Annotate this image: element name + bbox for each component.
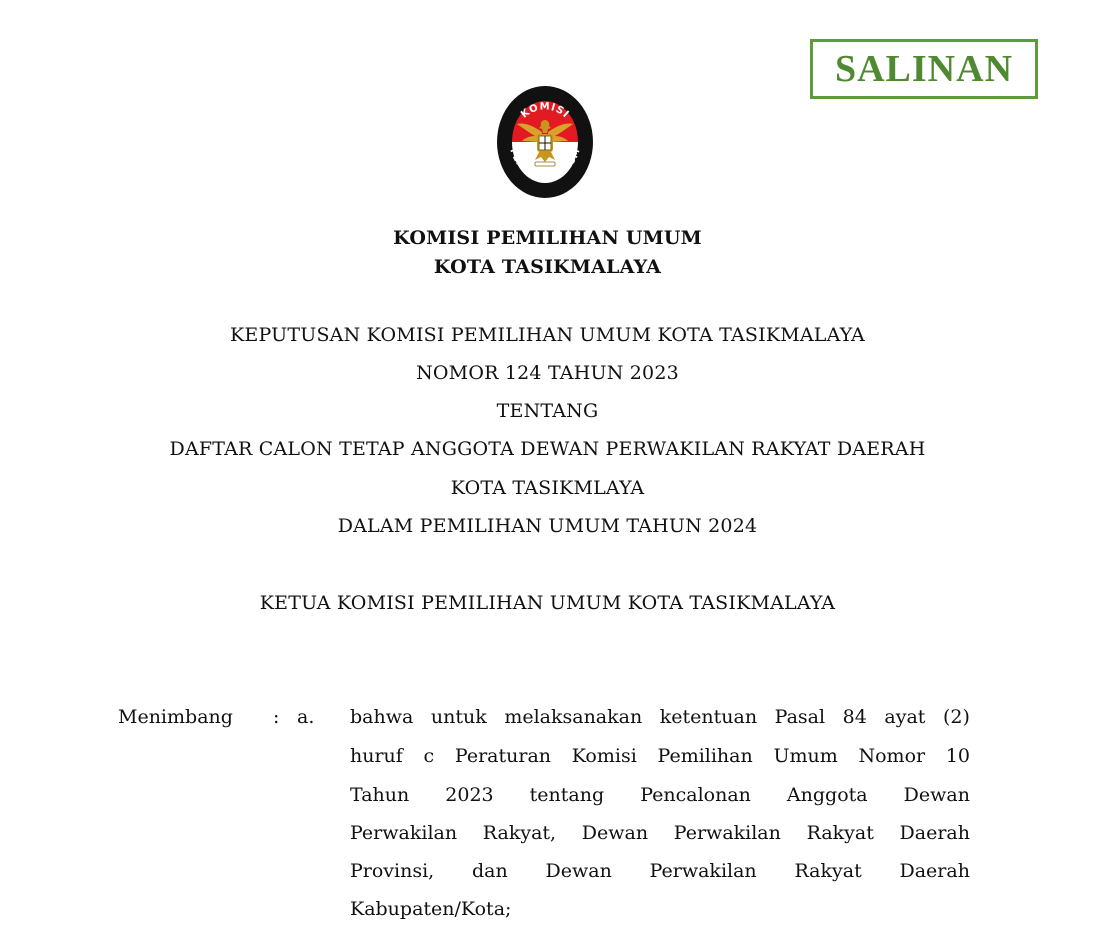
- word: dan: [472, 860, 508, 882]
- word: Pemilihan: [657, 745, 753, 767]
- word: Peraturan: [454, 745, 552, 767]
- word: Nomor: [858, 745, 926, 767]
- word: Rakyat: [794, 860, 862, 882]
- word: Daerah: [899, 860, 970, 882]
- word: 10: [945, 745, 970, 767]
- title-line-6: DALAM PEMILIHAN UMUM TAHUN 2024: [337, 515, 758, 537]
- word: ketentuan: [659, 706, 758, 728]
- header-line-2: KOTA TASIKMALAYA: [433, 256, 662, 278]
- official-title: KETUA KOMISI PEMILIHAN UMUM KOTA TASIKMALAYA: [259, 592, 836, 614]
- salinan-stamp: SALINAN: [810, 39, 1038, 99]
- word: Pasal: [774, 706, 826, 728]
- word: untuk: [430, 706, 487, 728]
- word: Dewan: [903, 784, 970, 806]
- word: Dewan: [545, 860, 612, 882]
- word: c: [423, 745, 435, 767]
- title-line-2: NOMOR 124 TAHUN 2023: [416, 362, 679, 384]
- menimbang-label: Menimbang: [118, 706, 233, 728]
- word: Perwakilan: [350, 822, 458, 844]
- header-line-1: KOMISI PEMILIHAN UMUM: [393, 227, 702, 249]
- title-line-5: KOTA TASIKMLAYA: [450, 477, 645, 499]
- paragraph-line-1: [350, 706, 970, 728]
- word: 84: [842, 706, 867, 728]
- menimbang-colon: :: [273, 706, 280, 728]
- word: Dewan: [581, 822, 649, 844]
- word: Perwakilan: [649, 860, 757, 882]
- word: Perwakilan: [673, 822, 781, 844]
- paragraph-line-4: [350, 822, 970, 844]
- word: ayat: [884, 706, 926, 728]
- item-letter-a: a.: [297, 706, 315, 728]
- word: Rakyat,: [482, 822, 557, 844]
- paragraph-line-2: [350, 745, 970, 767]
- word: (2): [942, 706, 970, 728]
- word: Umum: [773, 745, 838, 767]
- word: melaksanakan: [504, 706, 643, 728]
- word: Pencalonan: [640, 784, 751, 806]
- title-line-4: DAFTAR CALON TETAP ANGGOTA DEWAN PERWAKILAN RAKYAT DAERAH: [169, 438, 926, 460]
- word: Daerah: [899, 822, 970, 844]
- word: Rakyat: [806, 822, 874, 844]
- word: huruf: [350, 745, 403, 767]
- title-line-3: TENTANG: [496, 400, 599, 422]
- paragraph-line-3: [350, 784, 970, 806]
- paragraph-line-5: [350, 860, 970, 882]
- word: Komisi: [571, 745, 637, 767]
- kpu-logo: [495, 84, 595, 200]
- word: Tahun: [350, 784, 410, 806]
- word: 2023: [445, 784, 494, 806]
- word: Provinsi,: [350, 860, 435, 882]
- word: bahwa: [350, 706, 414, 728]
- word: tentang: [529, 784, 605, 806]
- paragraph-line-6: Kabupaten/Kota;: [350, 898, 512, 920]
- logo-top-text: KOMISI: [519, 101, 572, 121]
- title-line-1: KEPUTUSAN KOMISI PEMILIHAN UMUM KOTA TASIKMALAYA: [230, 324, 865, 346]
- word: Anggota: [786, 784, 868, 806]
- logo-bottom-text: PEMILIHAN UMUM: [507, 147, 583, 184]
